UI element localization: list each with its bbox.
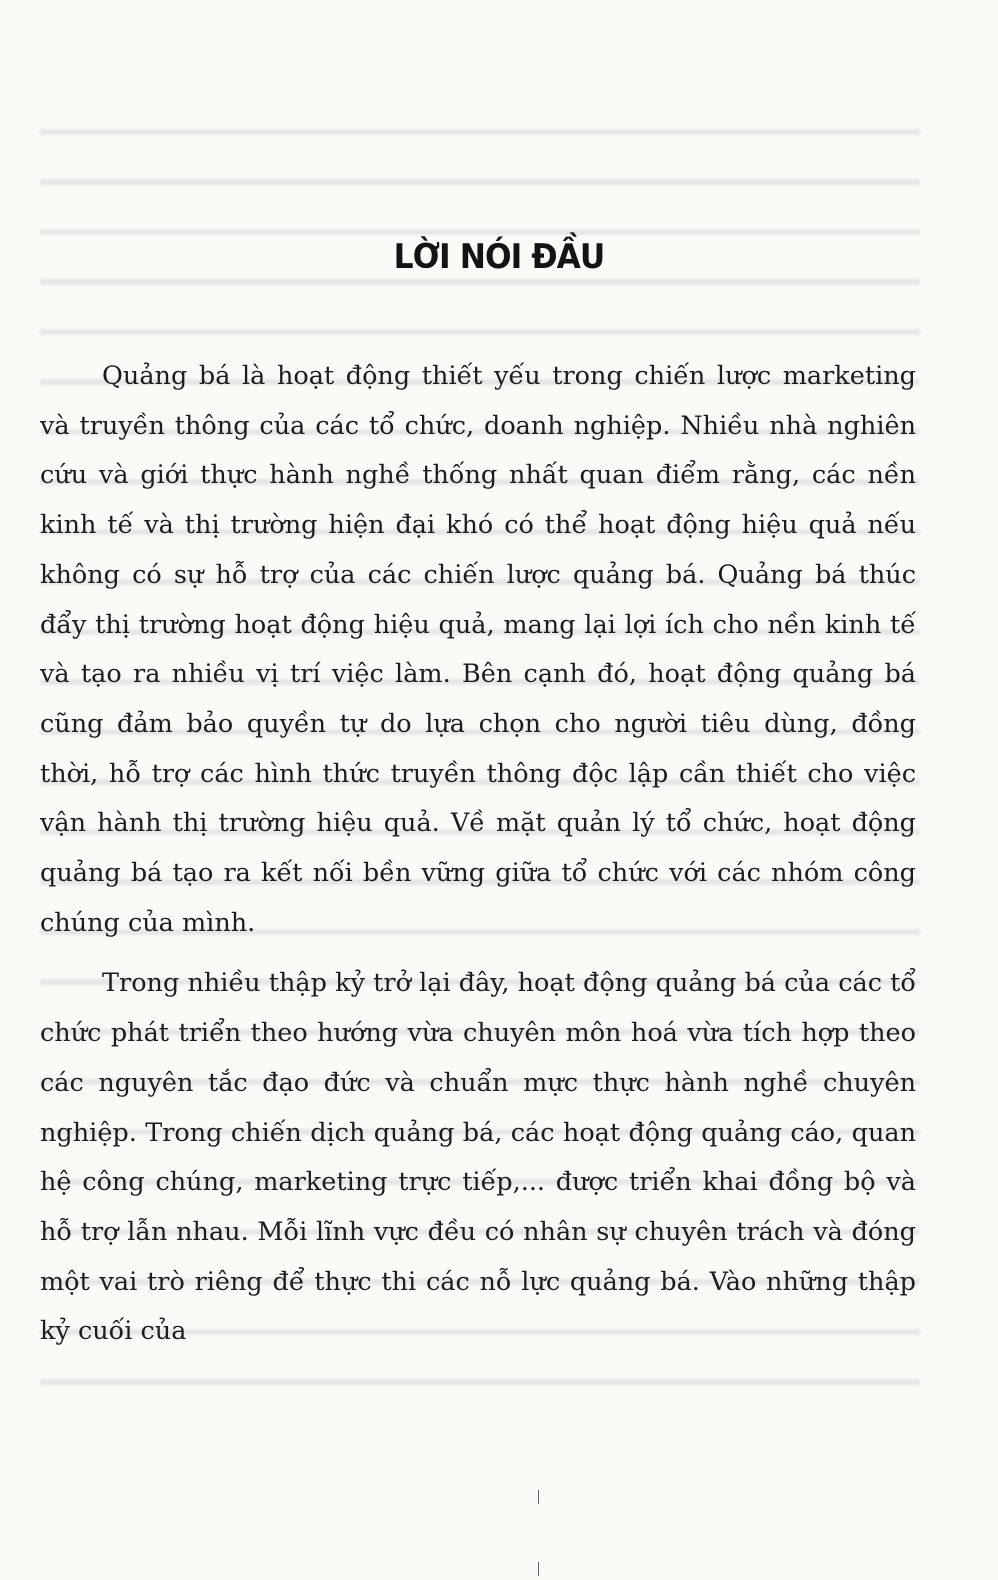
binding-mark [538,1490,539,1504]
paragraph-2: Trong nhiều thập kỷ trở lại đây, hoạt động quảng bá của các tổ chức phát triển theo hướng vừa chuyên môn hoá vừa tích hợp theo các nguyên tắc đạo đức và chuẩn mực thực hành nghề chuyên nghiệp. Trong chiến dịch quảng bá, các hoạt động quảng cáo, quan hệ công chúng, marketing trực tiếp,... được triển khai đồng bộ và hỗ trợ lẫn nhau. Mỗi lĩnh vực đều có nhân sự chuyên trách và đóng một vai trò riêng để thực thi các nỗ lực quảng bá. Vào những thập kỷ cuối của [40,968,916,1347]
binding-mark [538,1562,539,1576]
page-title: LỜI NÓI ĐẦU [393,236,605,277]
paragraph-1: Quảng bá là hoạt động thiết yếu trong chiến lược marketing và truyền thông của các tổ chức, doanh nghiệp. Nhiều nhà nghiên cứu và giới thực hành nghề thống nhất quan điểm rằng, các nền kinh tế và thị trường hiện đại khó có thể hoạt động hiệu quả nếu không có sự hỗ trợ của các chiến lược quảng bá. Quảng bá thúc đẩy thị trường hoạt động hiệu quả, mang lại lợi ích cho nền kinh tế và tạo ra nhiều vị trí việc làm. Bên cạnh đó, hoạt động quảng bá cũng đảm bảo quyền tự do lựa chọn cho người tiêu dùng, đồng thời, hỗ trợ các hình thức truyền thông độc lập cần thiết cho việc vận hành thị trường hiệu quả. Về mặt quản lý tổ chức, hoạt động quảng bá tạo ra kết nối bền vững giữa tổ chức với các nhóm công chúng của mình. [40,361,916,938]
body-text [40,352,916,1357]
